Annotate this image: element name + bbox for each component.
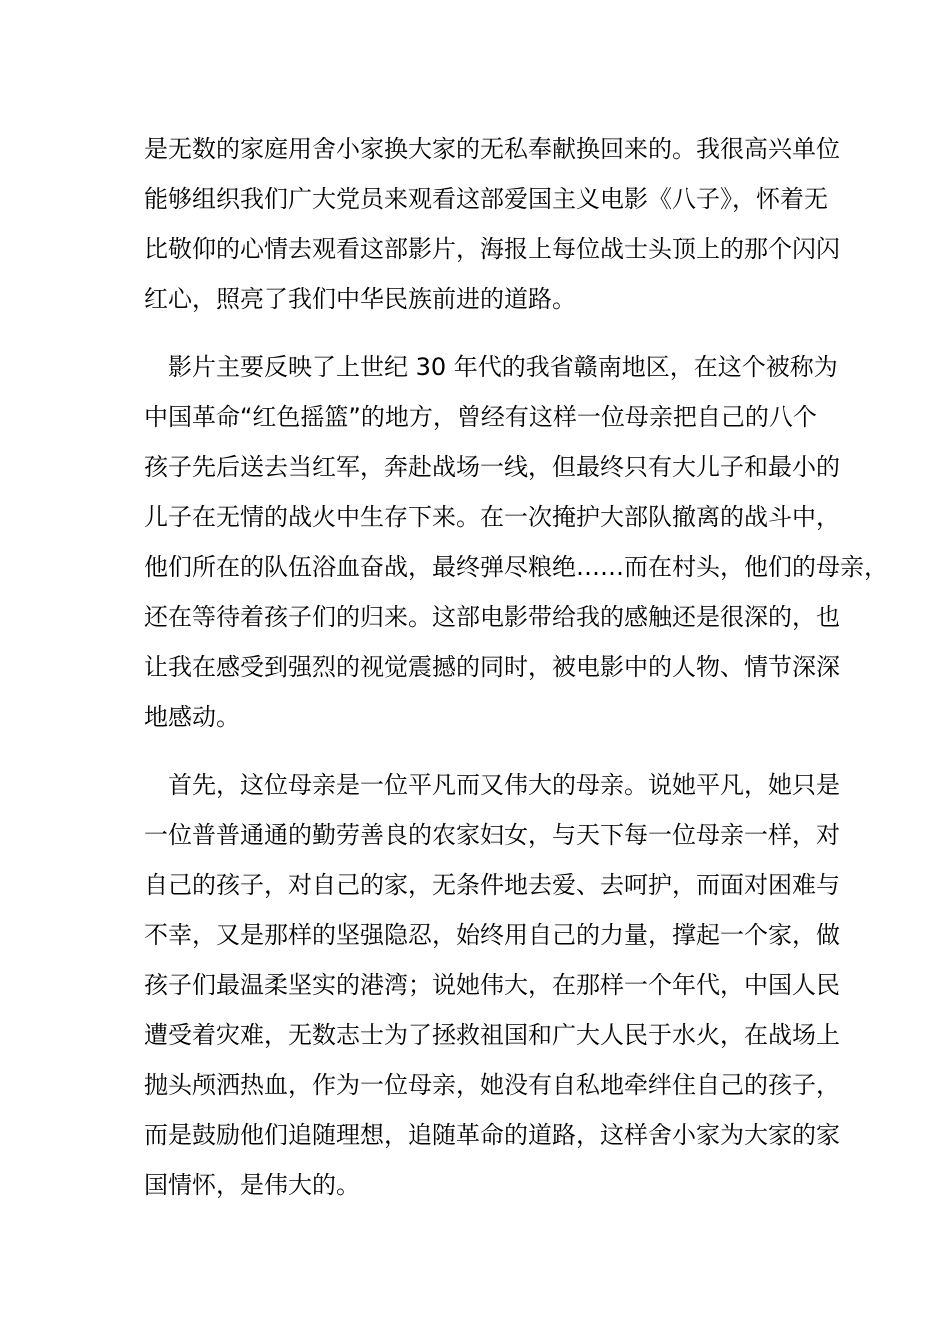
text-line: 孩子先后送去当红军，奔赴战场一线，但最终只有大儿子和最小的 [144,453,840,481]
text-line: 是无数的家庭用舍小家换大家的无私奉献换回来的。我很高兴单位 [144,135,840,163]
text-line: 让我在感受到强烈的视觉震撼的同时，被电影中的人物、情节深深 [144,653,840,681]
text-line: 国情怀，是伟大的。 [144,1171,360,1199]
document-body [144,124,888,1210]
text-line: 一位普普通通的勤劳善良的农家妇女，与天下每一位母亲一样，对 [144,821,840,849]
paragraph-spacer [144,742,824,760]
text-line: 自己的孩子，对自己的家，无条件地去爱、去呵护，而面对困难与 [144,871,840,899]
text-line: 孩子们最温柔坚实的港湾；说她伟大，在那样一个年代，中国人民 [144,971,840,999]
text-line: 影片主要反映了上世纪 30 年代的我省赣南地区，在这个被称为 [144,353,838,381]
text-line: 中国革命“红色摇篮”的地方，曾经有这样一位母亲把自己的八个 [144,403,817,431]
paragraph-spacer [144,324,824,342]
paragraph-2 [144,342,888,742]
text-line: 儿子在无情的战火中生存下来。在一次掩护大部队撤离的战斗中， [144,503,840,531]
text-line: 比敬仰的心情去观看这部影片，海报上每位战士头顶上的那个闪闪 [144,235,840,263]
paragraph-1 [144,124,840,324]
text-line: 抛头颅洒热血，作为一位母亲，她没有自私地牵绊住自己的孩子， [144,1071,840,1099]
text-line: 不幸，又是那样的坚强隐忍，始终用自己的力量，撑起一个家，做 [144,921,840,949]
text-line: 首先，这位母亲是一位平凡而又伟大的母亲。说她平凡，她只是 [144,771,840,799]
text-line: 遭受着灾难，无数志士为了拯救祖国和广大人民于水火，在战场上 [144,1021,840,1049]
text-line: 能够组织我们广大党员来观看这部爱国主义电影《八子》，怀着无 [144,185,828,213]
text-line: 地感动。 [144,703,240,731]
text-line: 而是鼓励他们追随理想，追随革命的道路，这样舍小家为大家的家 [144,1121,840,1149]
text-line: 他们所在的队伍浴血奋战，最终弹尽粮绝……而在村头，他们的母亲， [144,553,888,581]
text-line: 红心，照亮了我们中华民族前进的道路。 [144,285,576,313]
paragraph-3 [144,760,840,1210]
text-line: 还在等待着孩子们的归来。这部电影带给我的感触还是很深的，也 [144,603,840,631]
